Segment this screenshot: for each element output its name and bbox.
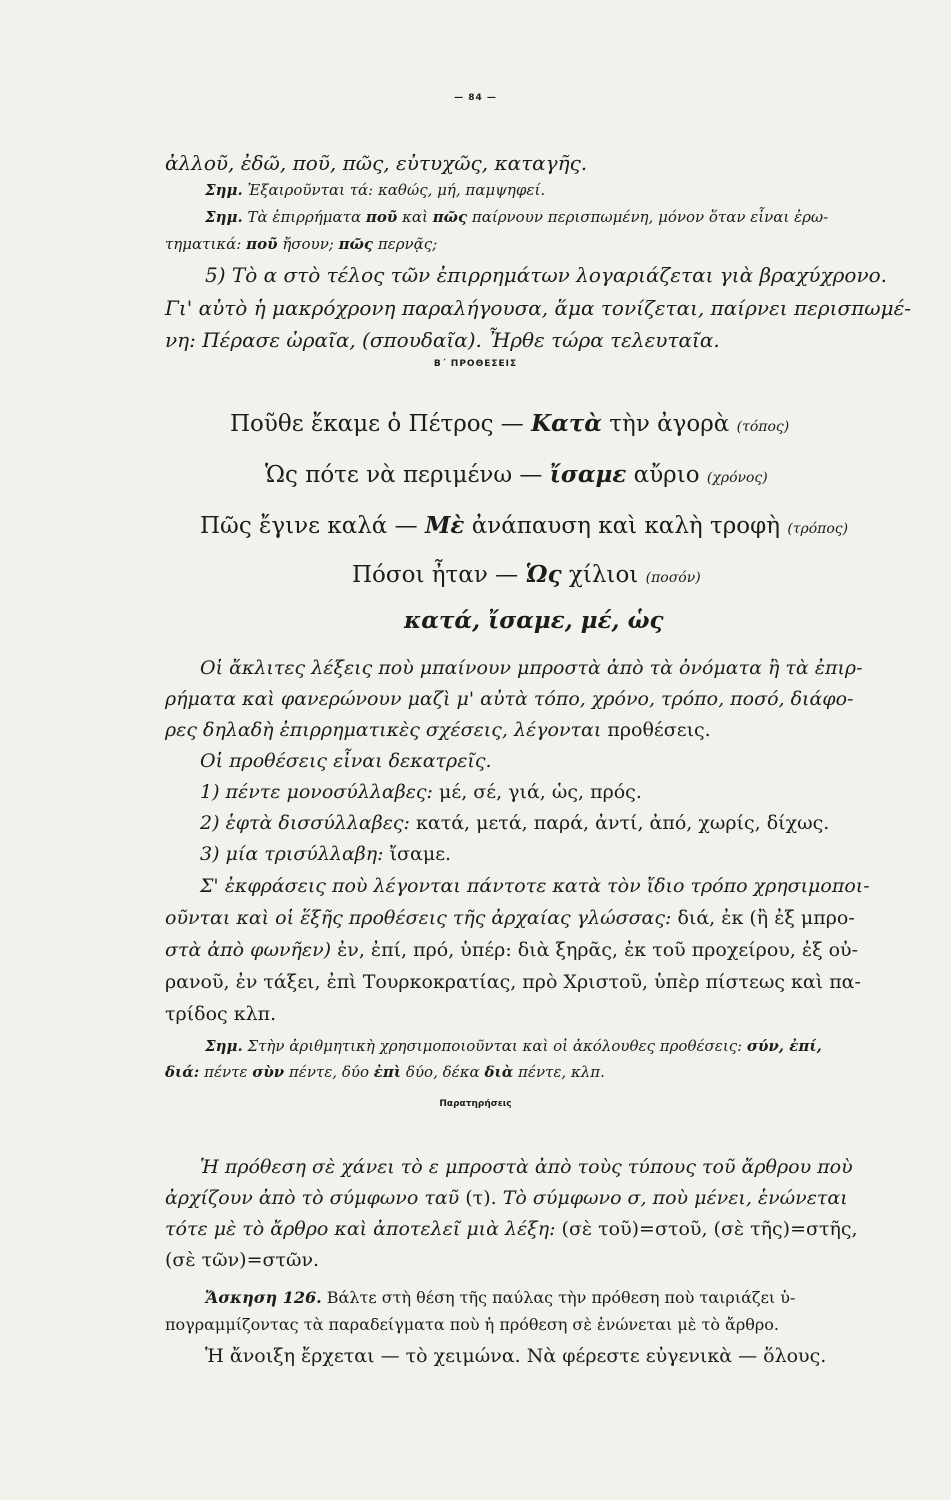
text-line	[165, 1220, 858, 1239]
text-line: Οἱ προθέσεις εἶναι δεκατρεῖς.	[200, 750, 492, 772]
example-preposition: Μὲ	[424, 512, 465, 539]
text-line: νη: Πέρασε ὡραῖα, (σπουδαῖα). Ἦρθε τώρα τελευταῖα.	[165, 328, 720, 352]
note-text: καὶ	[397, 208, 433, 226]
text-line: Οἱ ἄκλιτες λέξεις ποὺ μπαίνουν μπροστὰ ἀπὸ τὰ ὀνόματα ἢ τὰ ἐπιρ-	[200, 657, 863, 679]
example-category: (ποσόν)	[645, 570, 701, 586]
example-line	[230, 412, 789, 436]
text-line: ἀλλοῦ, ἐδῶ, ποῦ, πῶς, εὐτυχῶς, καταγῆς.	[165, 151, 588, 175]
note-term: πῶς	[432, 208, 468, 226]
example-text: Πόσοι ἦταν —	[352, 562, 526, 588]
example-text: ἀνάπαυση καὶ καλὴ τροφὴ	[464, 513, 788, 539]
note-line	[165, 237, 437, 252]
exercise-line: Ἡ ἄνοιξη ἔρχεται — τὸ χειμώνα. Νὰ φέρεστε εὐγενικὰ — ὅλους.	[205, 1345, 827, 1367]
text: Τὸ σύμφωνο σ, ποὺ μένει, ἑνώνεται	[496, 1187, 848, 1209]
text: διά, ἐκ (ἢ ἐξ μπρο-	[677, 907, 855, 929]
exercise-label: Ἄσκηση 126.	[205, 1288, 322, 1307]
text-line: Ἡ πρόθεση σὲ χάνει τὸ ε μπροστὰ ἀπὸ τοὺς τύπους τοῦ ἄρθρου ποὺ	[200, 1156, 853, 1178]
note-text: παίρνουν περισπωμένη, μόνον ὅταν εἶναι ἐρω-	[467, 208, 829, 226]
text: ἀρχίζουν ἀπὸ τὸ σύμφωνο ταῦ	[165, 1187, 466, 1209]
text: ρες δηλαδὴ ἐπιρρηματικὲς σχέσεις, λέγονται	[165, 719, 608, 741]
example-text: Ὡς πότε νὰ περιμένω —	[265, 462, 550, 488]
text: τότε μὲ τὸ ἄρθρο καὶ ἀποτελεῖ μιὰ λέξη:	[165, 1218, 562, 1240]
text-line	[165, 941, 858, 960]
note-label: Σημ.	[205, 181, 243, 199]
text-line	[165, 721, 711, 740]
note-term: διά:	[165, 1063, 200, 1081]
note-term: σὺν	[252, 1063, 285, 1081]
list-label: 2) ἑφτὰ δισσύλλαβες:	[200, 812, 416, 834]
note-line	[205, 210, 828, 225]
example-preposition: Ὡς	[525, 561, 562, 588]
exercise-text: Βάλτε στὴ θέση τῆς παύλας τὴν πρόθεση ποὺ ταιριάζει ὑ-	[321, 1288, 796, 1307]
page-number: — 84 —	[454, 93, 497, 103]
example-line	[265, 463, 768, 487]
note-text: πέντε, δύο	[284, 1063, 374, 1081]
note-text: δύο, δέκα	[401, 1063, 485, 1081]
term: προθέσεις.	[607, 719, 711, 741]
text: στὰ ἀπὸ φωνῆεν)	[165, 939, 338, 961]
text: ἐν, ἐπί, πρό, ὑπέρ: διὰ ξηρᾶς, ἐκ τοῦ προχείρου, ἐξ οὐ-	[337, 939, 859, 961]
text-line: ρήματα καὶ φανερώνουν μαζὶ μ' αὐτὰ τόπο, χρόνο, τρόπο, ποσό, διάφο-	[165, 688, 854, 710]
example-category: (τρόπος)	[787, 521, 849, 537]
section-title: Β΄ ΠΡΟΘΕΣΕΙΣ	[433, 359, 518, 369]
note-term: σύν, ἐπί,	[746, 1037, 822, 1055]
text: οῦνται καὶ οἱ ἕξῆς προθέσεις τῆς ἀρχαίας γλώσσας:	[165, 907, 678, 929]
note-text: Ἐξαιροῦνται τά: καθώς, μή, παμψηφεί.	[242, 181, 546, 199]
example-text: τὴν ἀγορὰ	[602, 411, 737, 437]
note-text: πέντε	[199, 1063, 253, 1081]
example-preposition: ἴσαμε	[549, 461, 627, 488]
example-line	[352, 563, 701, 587]
list-item	[200, 783, 642, 802]
text-line: ρανοῦ, ἐν τάξει, ἐπὶ Τουρκοκρατίας, πρὸ Χριστοῦ, ὑπὲρ πίστεως καὶ πα-	[165, 971, 861, 993]
list-label: 3) μία τρισύλλαβη:	[200, 843, 390, 865]
note-text: ἤσουν;	[277, 235, 339, 253]
list-item	[200, 814, 829, 833]
example-category: (χρόνος)	[706, 470, 768, 486]
example-text: Πῶς ἔγινε καλά —	[200, 513, 425, 539]
example-text: αὔριο	[626, 462, 707, 488]
note-text: περνᾷς;	[373, 235, 438, 253]
note-text: τηματικά:	[165, 235, 247, 253]
preposition-summary: κατά, ἴσαμε, μέ, ὡς	[404, 607, 664, 634]
example-line	[200, 514, 848, 538]
text-line	[165, 909, 855, 928]
example-text: χίλιοι	[561, 562, 646, 588]
list-label: 1) πέντε μονοσύλλαβες:	[200, 781, 439, 803]
note-term: πῶς	[338, 235, 374, 253]
note-line	[205, 1039, 822, 1054]
note-label: Σημ.	[205, 208, 243, 226]
note-term: ἐπὶ	[373, 1063, 402, 1081]
example-preposition: Κατὰ	[531, 410, 602, 437]
term: (τ).	[465, 1187, 497, 1209]
example-text: Ποῦθε ἔκαμε ὁ Πέτρος —	[230, 411, 532, 437]
note-label: Σημ.	[205, 1037, 243, 1055]
note-term: ποῦ	[365, 208, 398, 226]
note-line	[165, 1065, 605, 1080]
exercise-line: πογραμμίζοντας τὰ παραδείγματα ποὺ ἡ πρόθεση σὲ ἑνώνεται μὲ τὸ ἄρθρο.	[165, 1315, 779, 1334]
list-values: ἴσαμε.	[389, 843, 452, 865]
text-line	[165, 1189, 848, 1208]
text-line: (σὲ τῶν)=στῶν.	[165, 1249, 320, 1271]
note-term: διὰ	[484, 1063, 514, 1081]
list-values: μέ, σέ, γιά, ὡς, πρός.	[439, 781, 642, 803]
note-text: Στὴν ἀριθμητικὴ χρησιμοποιοῦνται καὶ οἱ ἀκόλουθες προθέσεις:	[242, 1037, 747, 1055]
term: (σὲ τοῦ)=στοῦ, (σὲ τῆς)=στῆς,	[561, 1218, 858, 1240]
list-values: κατά, μετά, παρά, ἀντί, ἀπό, χωρίς, δίχως.	[415, 812, 830, 834]
note-text: Τὰ ἐπιρρήματα	[242, 208, 366, 226]
text-line: Σ' ἐκφράσεις ποὺ λέγονται πάντοτε κατὰ τὸν ἴδιο τρόπο χρησιμοποι-	[200, 875, 870, 897]
example-category: (τόπος)	[736, 419, 790, 435]
text-line: 5) Τὸ α στὸ τέλος τῶν ἐπιρρημάτων λογαριάζεται γιὰ βραχύχρονο.	[205, 263, 888, 287]
note-line	[205, 183, 545, 198]
note-text: πέντε, κλπ.	[513, 1063, 605, 1081]
exercise-line	[205, 1290, 795, 1306]
note-term: ποῦ	[246, 235, 278, 253]
text-line: Γι' αὐτὸ ἡ μακρόχρονη παραλήγουσα, ἅμα τονίζεται, παίρνει περισπωμέ-	[165, 296, 912, 320]
text-line: τρίδος κλπ.	[165, 1003, 277, 1025]
list-item	[200, 845, 451, 864]
subsection-title: Παρατηρήσεις	[439, 1099, 512, 1109]
